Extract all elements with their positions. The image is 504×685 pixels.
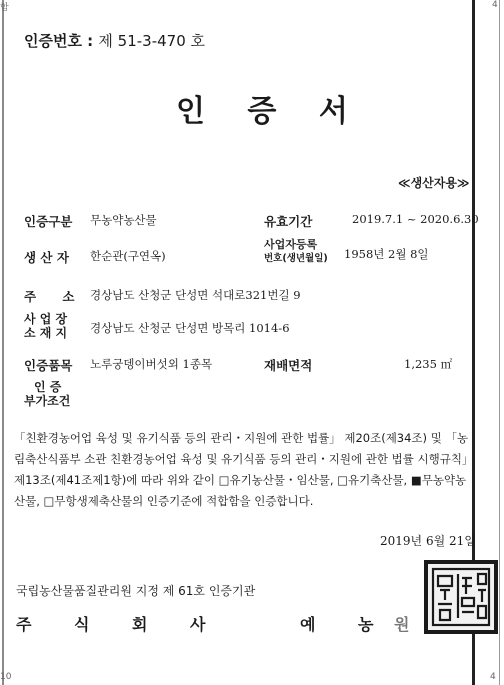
cert-type-label: 인증구분 bbox=[24, 214, 73, 229]
scan-edge-left bbox=[2, 0, 4, 685]
company-name bbox=[16, 612, 414, 635]
business-site-label-line2: 소 재 지 bbox=[24, 326, 68, 340]
business-site-label bbox=[24, 312, 67, 340]
producer-label: 생 산 자 bbox=[24, 250, 69, 265]
certificate-number-value: 제 51-3-470 호 bbox=[98, 32, 206, 50]
company-char: 원 bbox=[394, 615, 410, 634]
producer-value: 한순관(구연옥) bbox=[90, 249, 166, 263]
address-label: 주 소 bbox=[24, 289, 75, 304]
product-value: 노루궁뎅이버섯외 1종목 bbox=[90, 357, 213, 371]
company-seal bbox=[424, 560, 498, 634]
company-char: 식 bbox=[74, 615, 90, 634]
validity-value: 2019.7.1 ~ 2020.6.30 bbox=[352, 212, 479, 226]
address-value: 경상남도 산청군 단성면 석대로321번길 9 bbox=[90, 288, 301, 302]
document-title: 인 증 서 bbox=[176, 94, 364, 129]
product-label: 인증품목 bbox=[24, 358, 73, 373]
certificate-number bbox=[24, 30, 205, 51]
issue-date: 2019년 6월 21일 bbox=[380, 534, 476, 548]
company-char: 농 bbox=[358, 615, 374, 634]
condition-label-line1: 인 증 bbox=[34, 380, 62, 394]
business-site-value: 경상남도 산청군 단성면 방목리 1014-6 bbox=[90, 321, 290, 335]
seal-glyphs-icon bbox=[428, 564, 494, 630]
corner-mark-bottom-left: 10 bbox=[0, 672, 12, 682]
validity-label: 유효기간 bbox=[264, 214, 313, 229]
condition-label bbox=[24, 380, 70, 408]
corner-mark-top-left: 함 bbox=[0, 3, 9, 13]
corner-mark-top-right: 4 bbox=[492, 0, 498, 10]
company-char: 사 bbox=[190, 615, 206, 634]
company-char: 회 bbox=[132, 615, 148, 634]
reg-no-label-line1: 사업자등록 bbox=[264, 238, 318, 251]
company-char: 예 bbox=[300, 615, 316, 634]
certificate-number-label: 인증번호 : bbox=[24, 32, 94, 50]
reg-no-label bbox=[264, 238, 328, 266]
reg-no-label-line2: 번호(생년월일) bbox=[264, 253, 328, 264]
scan-edge-right-outer bbox=[499, 0, 500, 685]
cert-type-value: 무농약농산물 bbox=[90, 213, 157, 227]
business-site-label-line1: 사 업 장 bbox=[24, 312, 68, 326]
certifying-agency: 국립농산물품질관리원 지정 제 61호 인증기관 bbox=[16, 584, 256, 598]
reg-no-value: 1958년 2월 8일 bbox=[344, 247, 429, 261]
certificate-type: ≪생산자용≫ bbox=[398, 176, 470, 190]
area-value: 1,235 ㎡ bbox=[404, 357, 453, 371]
certification-statement: 「친환경농어업 육성 및 유기식품 등의 관리・지원에 관한 법률」 제20조(제34조) 및 「농림축산식품부 소관 친환경농어업 육성 및 유기식품 등의 관리・지원에 관한 법률 시행규칙」 제13조(제41조제1항)에 따라 위와 같이 □유기농산물・임산물, □유기축산물, ■무농약농산물, □무항생제축산물의 인증기준에 적합함을 인증합니다. bbox=[14, 431, 474, 508]
corner-mark-bottom-right: 4 bbox=[490, 672, 496, 682]
condition-label-line2: 부가조건 bbox=[24, 394, 71, 408]
area-label: 재배면적 bbox=[264, 358, 313, 373]
company-char: 주 bbox=[16, 615, 32, 634]
